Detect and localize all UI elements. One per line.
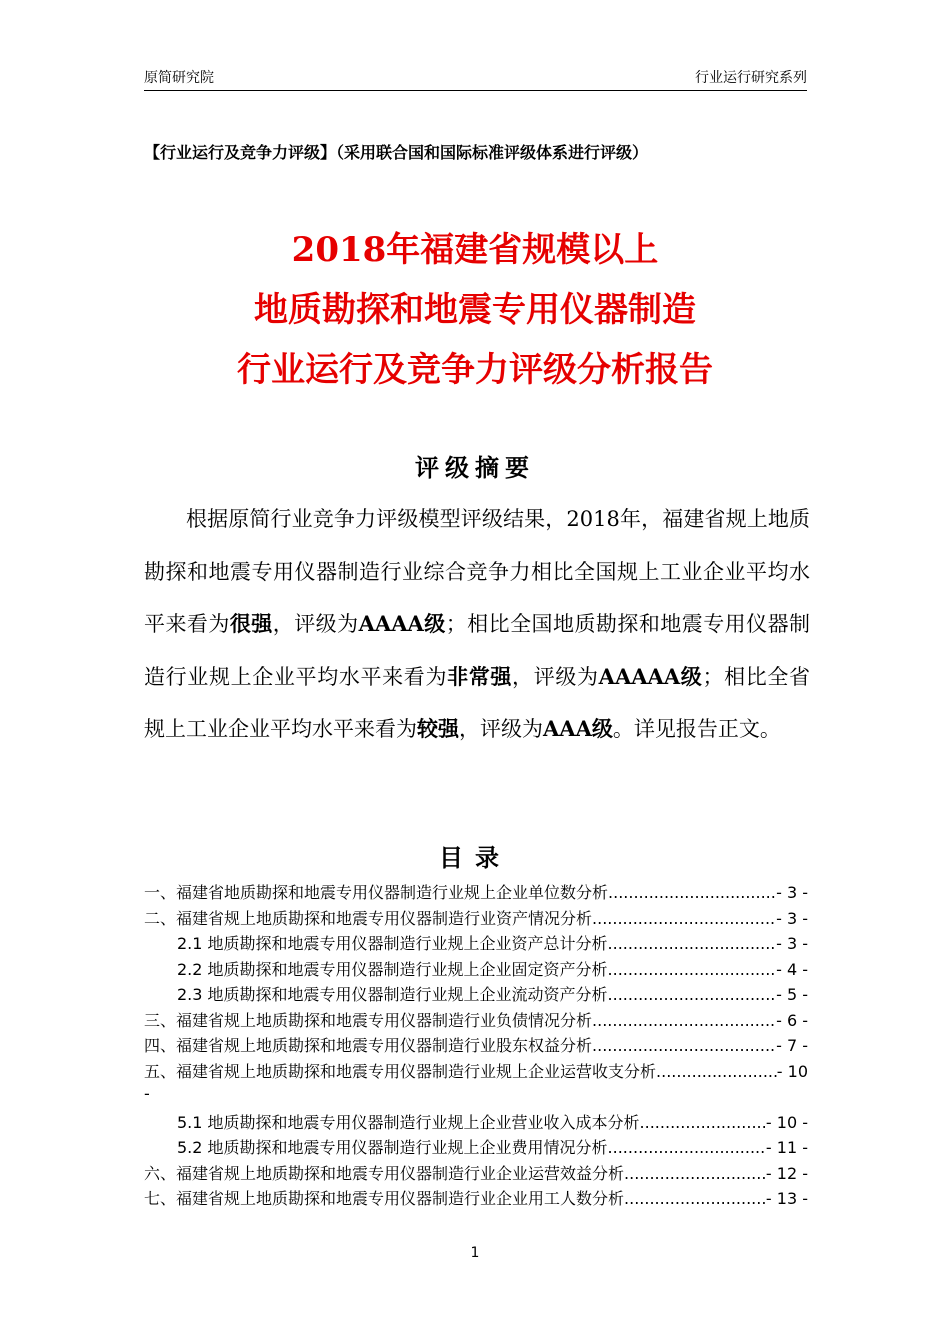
toc-entry-page: - 6 -	[776, 1010, 808, 1030]
summary-emphasis: 较强	[417, 716, 459, 741]
toc-leader-dots	[624, 1164, 766, 1183]
toc-leader-dots	[592, 1011, 776, 1030]
header-divider	[144, 90, 807, 91]
toc-entry[interactable]	[144, 1135, 808, 1161]
toc-entry[interactable]	[144, 1033, 808, 1059]
toc-entry[interactable]	[144, 906, 808, 932]
toc-entry[interactable]	[144, 931, 808, 957]
toc-entry-label: 5.1 地质勘探和地震专用仪器制造行业规上企业营业收入成本分析	[177, 1112, 640, 1132]
header-left: 原简研究院	[144, 70, 214, 86]
toc-entry-page: - 3 -	[776, 908, 808, 928]
toc-entry-label: 五、福建省规上地质勘探和地震专用仪器制造行业规上企业运营收支分析	[144, 1061, 657, 1081]
toc-entry-label: 三、福建省规上地质勘探和地震专用仪器制造行业负债情况分析	[144, 1010, 593, 1030]
toc-entry[interactable]	[144, 1008, 808, 1034]
summary-emphasis: AAAA级	[358, 611, 446, 636]
toc-entry[interactable]	[144, 1110, 808, 1136]
toc-entry-label: 四、福建省规上地质勘探和地震专用仪器制造行业股东权益分析	[144, 1036, 593, 1055]
toc-entry-page: - 3 -	[776, 883, 808, 902]
toc-entry-page: - 12 -	[765, 1163, 808, 1183]
title-line-1: 2018年福建省规模以上	[291, 230, 659, 270]
toc-entry[interactable]	[144, 982, 808, 1008]
toc-entry-page: - 4 -	[776, 959, 808, 979]
toc-leader-dots	[608, 960, 777, 979]
toc-entry-page: - 13 -	[765, 1189, 808, 1208]
toc-entry-page: - 10 -	[765, 1112, 808, 1132]
toc-entry-page: - 10	[776, 1061, 808, 1081]
toc-entry[interactable]	[144, 880, 808, 906]
toc-entry-label: 一、福建省地质勘探和地震专用仪器制造行业规上企业单位数分析	[144, 883, 609, 902]
toc-leader-dots	[608, 985, 777, 1004]
toc-leader-dots	[592, 909, 776, 928]
summary-text: ；相比全国地质勘探和地震专用仪器制造行业规上企业平均水平来看为	[144, 612, 811, 689]
toc-entry[interactable]	[144, 1059, 808, 1085]
toc-entry-page: - 3 -	[776, 934, 808, 953]
toc-entry[interactable]	[144, 1161, 808, 1187]
toc-entry[interactable]	[144, 1186, 808, 1212]
toc-entry-page: - 11 -	[765, 1138, 808, 1157]
toc-leader-dots	[640, 1113, 766, 1132]
toc-leader-dots	[592, 1036, 776, 1055]
toc-entry-label: 2.1 地质勘探和地震专用仪器制造行业规上企业资产总计分析	[177, 934, 608, 953]
toc-entry-page-wrap: -	[144, 1084, 150, 1103]
header-right: 行业运行研究系列	[695, 70, 807, 86]
page-number: 1	[470, 1245, 480, 1261]
toc-leader-dots	[608, 883, 776, 902]
summary-emphasis: AAA级	[543, 716, 613, 741]
summary-emphasis: 很强	[229, 611, 273, 636]
summary-paragraph	[144, 493, 810, 756]
toc-entry-label: 2.3 地质勘探和地震专用仪器制造行业规上企业流动资产分析	[177, 985, 608, 1004]
toc-leader-dots	[608, 1138, 766, 1157]
summary-text: ，评级为	[512, 664, 599, 689]
table-of-contents	[144, 880, 808, 1212]
toc-entry-label: 六、福建省规上地质勘探和地震专用仪器制造行业企业运营效益分析	[144, 1163, 625, 1183]
toc-entry-page: - 5 -	[776, 985, 808, 1004]
summary-text: 。详见报告正文。	[612, 717, 781, 741]
summary-heading: 评级摘要	[415, 454, 535, 482]
toc-heading: 目录	[439, 844, 511, 872]
toc-entry[interactable]	[144, 957, 808, 983]
tagline: 【行业运行及竞争力评级】（采用联合国和国际标准评级体系进行评级）	[144, 143, 649, 162]
summary-emphasis: 非常强	[447, 663, 513, 689]
toc-leader-dots	[656, 1062, 777, 1081]
toc-entry-label: 2.2 地质勘探和地震专用仪器制造行业规上企业固定资产分析	[177, 959, 608, 979]
title-line-2: 地质勘探和地震专用仪器制造	[254, 290, 696, 330]
toc-entry-page: - 7 -	[776, 1036, 808, 1055]
summary-text: 根据原简行业竞争力评级模型评级结果，2018年，福建省规上地质勘探和地震专用仪器制造行业综合竞争力相比全国规上工业企业平均水平来看为	[144, 507, 810, 636]
summary-emphasis: AAAAA级	[598, 663, 703, 689]
toc-entry-label: 七、福建省规上地质勘探和地震专用仪器制造行业企业用工人数分析	[144, 1189, 625, 1208]
summary-text: ；相比全省规上工业企业平均水平来看为	[144, 664, 811, 741]
toc-leader-dots	[624, 1189, 766, 1208]
toc-leader-dots	[608, 934, 777, 953]
summary-text: ，评级为	[459, 717, 543, 741]
toc-entry-label: 二、福建省规上地质勘探和地震专用仪器制造行业资产情况分析	[144, 908, 593, 928]
summary-text: ，评级为	[272, 612, 359, 636]
toc-entry-label: 5.2 地质勘探和地震专用仪器制造行业规上企业费用情况分析	[177, 1138, 608, 1157]
title-line-3: 行业运行及竞争力评级分析报告	[237, 350, 713, 390]
